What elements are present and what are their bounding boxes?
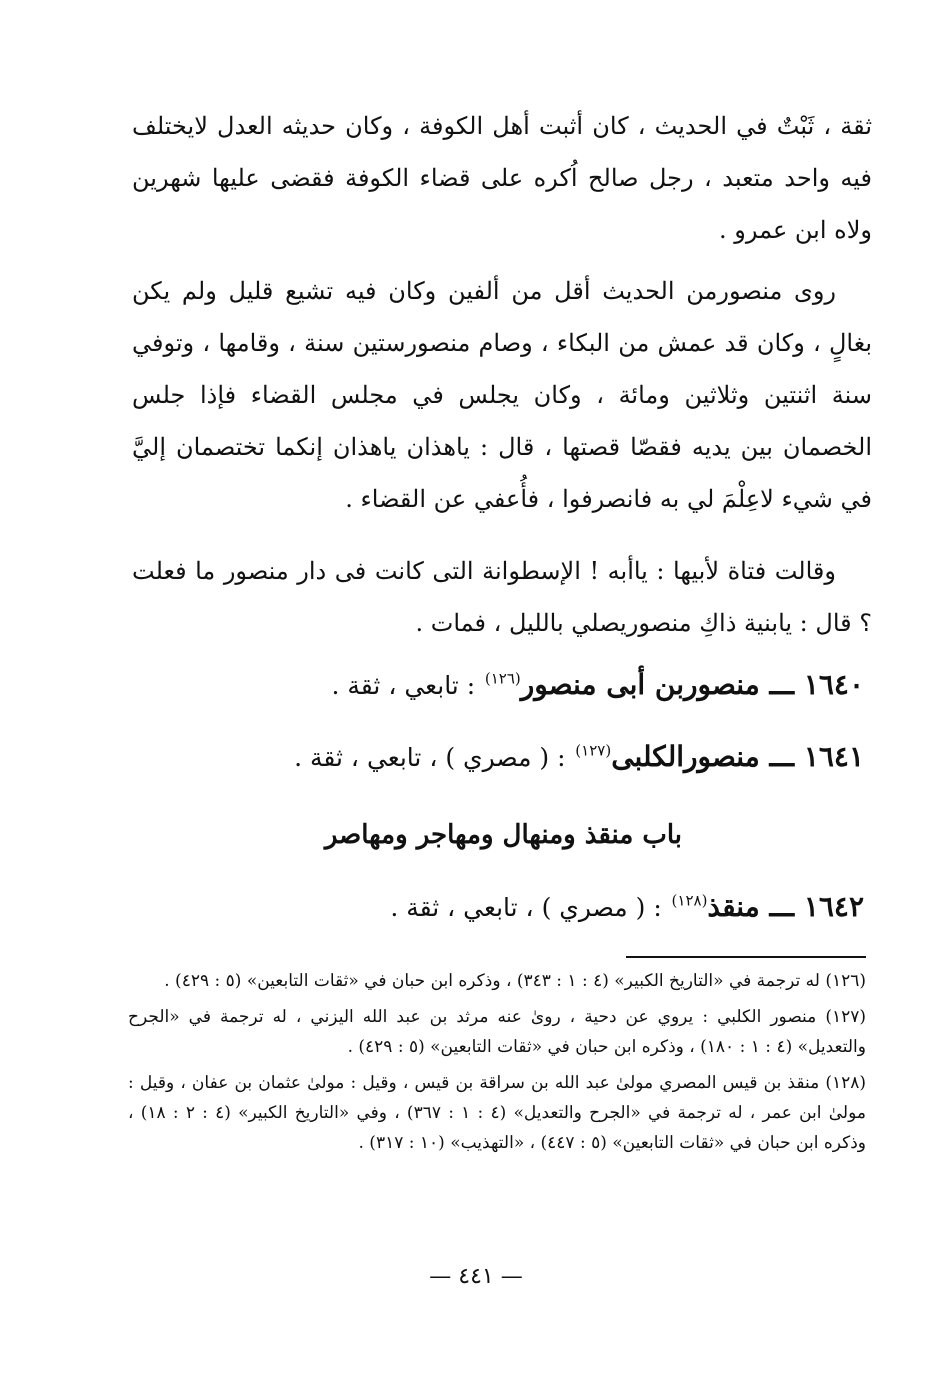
chapter-title: باب منقذ ومنهال ومهاجر ومهاصر xyxy=(324,820,682,850)
entry-1641 xyxy=(294,740,864,773)
footnote-divider xyxy=(626,956,866,958)
entry-description: : تابعي ، ثقة . xyxy=(331,671,476,700)
entry-dash: ـــ xyxy=(769,740,795,773)
entry-name: منصوربن أبى منصور xyxy=(520,668,760,701)
footnote-ref: (١٢٧) xyxy=(575,741,612,760)
entry-dash: ـــ xyxy=(769,668,795,701)
paragraph-2: روى منصورمن الحديث أقل من ألفين وكان فيه تشيع قليل ولم يكن بغالٍ ، وكان قد عمش من البكاء ، وصام منصورستين سنة ، وقامها ، وتوفي سنة اثنتين وثلاثين ومائة ، وكان يجلس في مجلس القضاء فإذا جلس الخصمان بين يديه فقصّا قصتها ، قال : ياهذان ياهذان إنكما تختصمان إليَّ في شيء لاعِلْمَ لي به فانصرفوا ، فأُعفي عن القضاء . xyxy=(132,277,872,513)
footnote-127: (١٢٧) منصور الكلبي : يروي عن دحية ، روىٰ عنه مرثد بن عبد الله اليزني ، له ترجمة في «الجرح والتعديل» (٤ : ١ : ١٨٠) ، وذكره ابن حبان في «ثقات التابعين» (٥ : ٤٢٩) . xyxy=(128,1007,866,1057)
entry-name: منصورالكلبى xyxy=(611,740,760,773)
entry-number: ١٦٤١ xyxy=(803,740,864,773)
entry-1640 xyxy=(331,668,864,701)
entry-number: ١٦٤٠ xyxy=(803,668,864,701)
entry-dash: ـــ xyxy=(769,890,795,923)
entry-1642 xyxy=(390,890,864,923)
page-number: — ٤٤١ — xyxy=(429,1264,523,1289)
paragraph-1: ثقة ، ثَبْتٌ في الحديث ، كان أثبت أهل الكوفة ، وكان حديثه العدل لايختلف فيه واحد متعبد ، رجل صالح اُكره على قضاء الكوفة فقضى عليها شهرين ولاه ابن عمرو . xyxy=(132,112,872,244)
entry-description: : ( مصري ) ، تابعي ، ثقة . xyxy=(294,743,566,772)
footnote-ref: (١٢٦) xyxy=(484,669,521,688)
footnote-ref: (١٢٨) xyxy=(671,891,708,910)
entry-description: : ( مصري ) ، تابعي ، ثقة . xyxy=(390,893,662,922)
entry-number: ١٦٤٢ xyxy=(803,890,864,923)
footnote-126: (١٢٦) له ترجمة في «التاريخ الكبير» (٤ : ١ : ٣٤٣) ، وذكره ابن حبان في «ثقات التابعين» (٥ : ٤٢٩) . xyxy=(164,971,866,991)
entry-name: منقذ xyxy=(707,890,760,923)
paragraph-3: وقالت فتاة لأبيها : ياأبه ! الإسطوانة التى كانت فى دار منصور ما فعلت ؟ قال : يابنية ذاكِ منصوريصلي بالليل ، فمات . xyxy=(132,557,872,637)
footnotes xyxy=(128,966,866,1164)
footnote-128: (١٢٨) منقذ بن قيس المصري مولىٰ عبد الله بن سراقة بن قيس ، وقيل : مولىٰ عثمان بن عفان ، وقيل : مولىٰ ابن عمر ، له ترجمة في «الجرح والتعديل» (٤ : ١ : ٣٦٧) ، وفي «التاريخ الكبير» (٤ : ٢ : ١٨) ، وذكره ابن حبان في «ثقات التابعين» (٥ : ٤٤٧) ، «التهذيب» (١٠ : ٣١٧) . xyxy=(128,1073,866,1153)
